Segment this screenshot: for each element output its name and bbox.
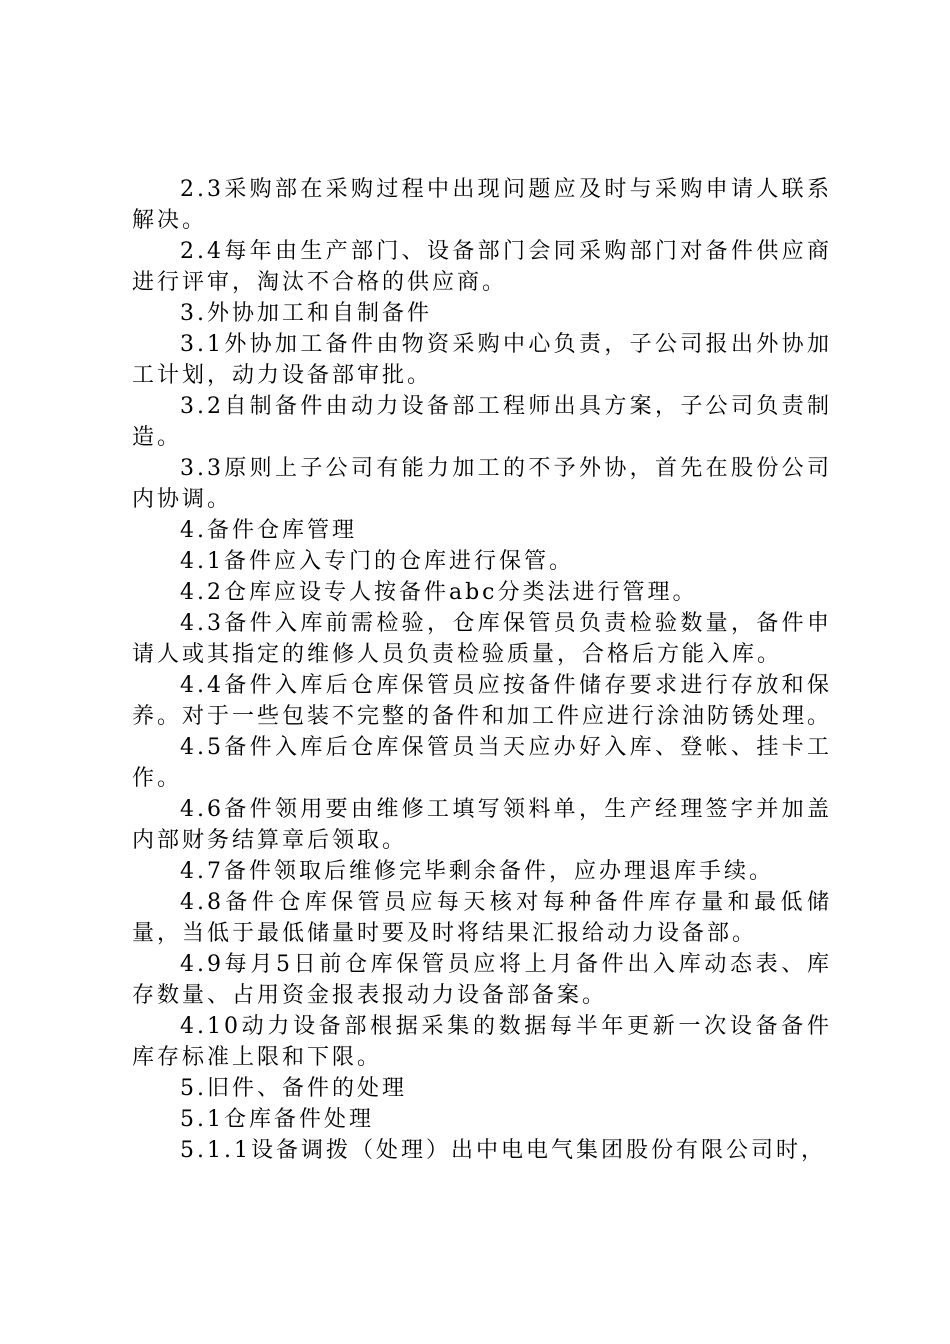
paragraph-4-1: 4.1备件应入专门的仓库进行保管。 [180,549,574,574]
heading-4: 4.备件仓库管理 [180,518,357,543]
document-body [132,174,832,1166]
paragraph-2-3: 2.3采购部在采购过程中出现问题应及时与采购申请人联系解决。 [132,177,832,233]
paragraph-4-8: 4.8备件仓库保管员应每天核对每种备件库存量和最低储量，当低于最低储量时要及时将结果汇报给动力设备部。 [132,890,832,946]
paragraph-4-6: 4.6备件领用要由维修工填写领料单，生产经理签字并加盖内部财务结算章后领取。 [132,797,832,853]
heading-5-1: 5.1仓库备件处理 [180,1107,374,1132]
paragraph-4-10: 4.10动力设备部根据采集的数据每半年更新一次设备备件库存标准上限和下限。 [132,1014,832,1070]
paragraph-3-3: 3.3原则上子公司有能力加工的不予外协，首先在股份公司内协调。 [132,456,832,512]
heading-3: 3.外协加工和自制备件 [180,301,432,326]
paragraph-5-1-1: 5.1.1设备调拨（处理）出中电电气集团股份有限公司时， [180,1138,826,1163]
paragraph-4-4: 4.4备件入库后仓库保管员应按备件储存要求进行存放和保养。对于一些包装不完整的备件和加工件应进行涂油防锈处理。 [132,673,833,729]
heading-5: 5.旧件、备件的处理 [180,1076,407,1101]
paragraph-4-3: 4.3备件入库前需检验，仓库保管员负责检验数量，备件申请人或其指定的维修人员负责检验质量，合格后方能入库。 [132,611,832,667]
paragraph-4-7: 4.7备件领取后维修完毕剩余备件，应办理退库手续。 [180,859,774,884]
paragraph-4-9: 4.9每月5日前仓库保管员应将上月备件出入库动态表、库存数量、占用资金报表报动力设备部备案。 [132,952,832,1008]
paragraph-4-5: 4.5备件入库后仓库保管员当天应办好入库、登帐、挂卡工作。 [132,735,832,791]
paragraph-3-2: 3.2自制备件由动力设备部工程师出具方案，子公司负责制造。 [132,394,832,450]
paragraph-3-1: 3.1外协加工备件由物资采购中心负责，子公司报出外协加工计划，动力设备部审批。 [132,332,832,388]
paragraph-4-2: 4.2仓库应设专人按备件abc分类法进行管理。 [180,580,698,605]
paragraph-2-4: 2.4每年由生产部门、设备部门会同采购部门对备件供应商进行评审，淘汰不合格的供应商。 [132,239,832,295]
